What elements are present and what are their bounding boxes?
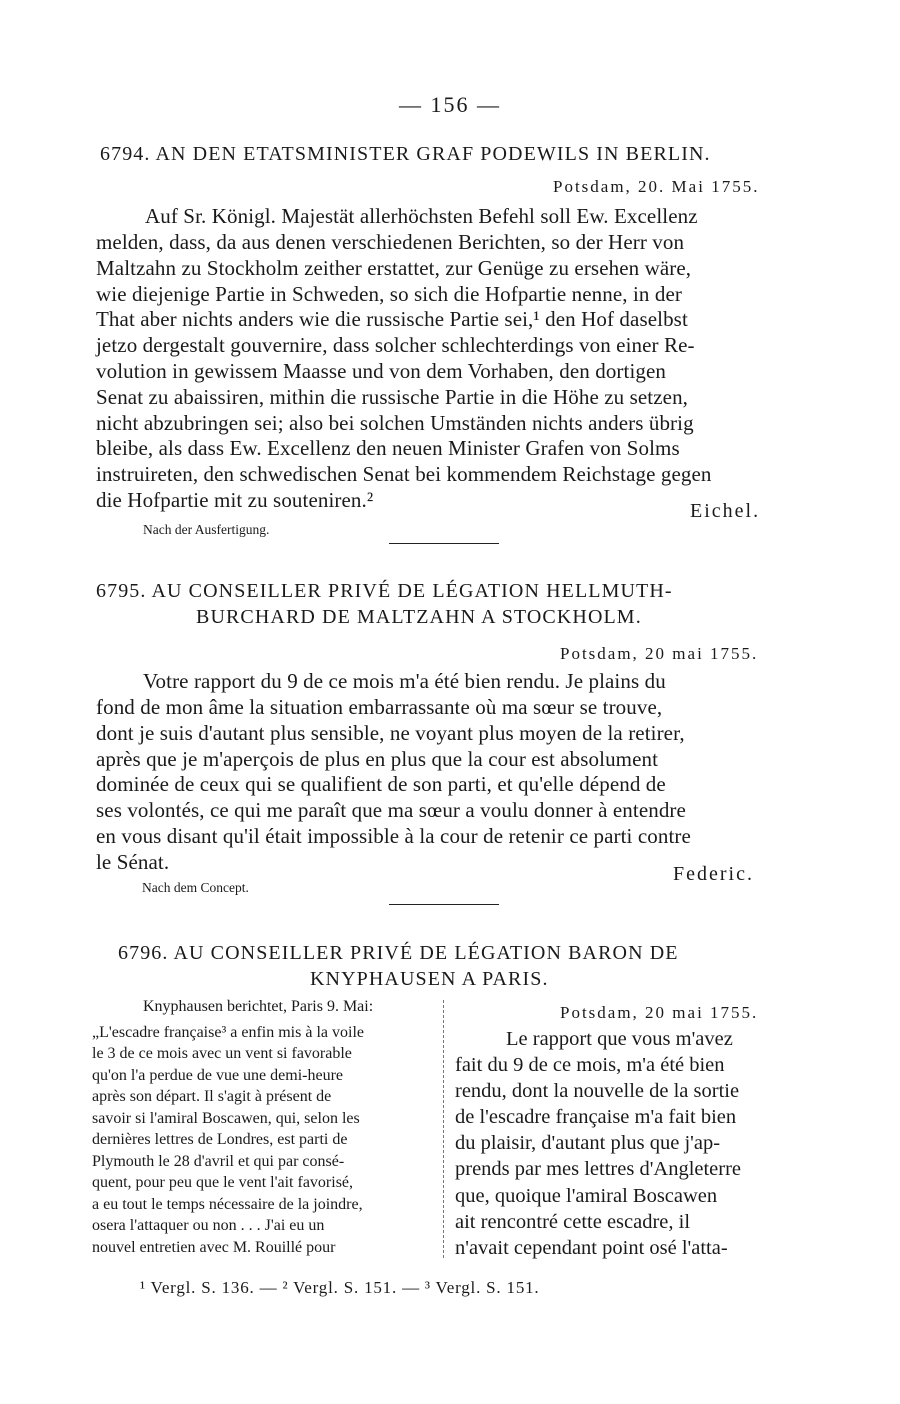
text-line: instruireten, den schwedischen Senat bei kommendem Reichstage gegen — [96, 462, 712, 486]
text-line: „L'escadre française³ a enfin mis à la voile — [92, 1024, 364, 1041]
document-heading-6796-line2: KNYPHAUSEN A PARIS. — [310, 968, 549, 990]
signature-6795: Federic. — [673, 863, 754, 885]
text-line: fond de mon âme la situation embarrassante où ma sœur se trouve, — [96, 695, 663, 719]
text-line: nicht abzubringen sei; also bei solchen Umständen nichts anders übrig — [96, 411, 694, 435]
text-line: qu'on l'a perdue de vue une demi-heure — [92, 1067, 343, 1084]
text-line: Le rapport que vous m'avez — [506, 1028, 733, 1050]
text-line: Auf Sr. Königl. Majestät allerhöchsten Befehl soll Ew. Excellenz — [145, 204, 698, 228]
text-line: Maltzahn zu Stockholm zeither erstattet, zur Genüge zu ersehen wäre, — [96, 256, 692, 280]
text-line: Knyphausen berichtet, Paris 9. Mai: — [143, 998, 374, 1015]
document-heading-6796-line1: 6796. AU CONSEILLER PRIVÉ DE LÉGATION BARON DE — [118, 942, 679, 964]
text-line: ait rencontré cette escadre, il — [455, 1211, 691, 1233]
text-line: que, quoique l'amiral Boscawen — [455, 1185, 718, 1207]
column-divider — [443, 1000, 444, 1258]
text-line: Votre rapport du 9 de ce mois m'a été bien rendu. Je plains du — [143, 669, 666, 693]
document-heading-6795-line1: 6795. AU CONSEILLER PRIVÉ DE LÉGATION HELLMUTH- — [96, 580, 673, 602]
page-number: — 156 — — [399, 92, 501, 117]
text-line: quent, pour peu que le vent l'ait favorisé, — [92, 1174, 354, 1191]
dateline-6794: Potsdam, 20. Mai 1755. — [553, 177, 760, 196]
text-line: prends par mes lettres d'Angleterre — [455, 1158, 742, 1180]
separator-rule — [389, 904, 499, 905]
text-line: die Hofpartie mit zu souteniren.² — [96, 488, 374, 512]
text-line: melden, dass, da aus denen verschiedenen Berichten, so der Herr von — [96, 230, 685, 254]
text-line: après son départ. Il s'agit à présent de — [92, 1088, 332, 1105]
text-line: rendu, dont la nouvelle de la sortie — [455, 1080, 740, 1102]
source-note-6795: Nach dem Concept. — [142, 880, 249, 895]
text-line: a eu tout le temps nécessaire de la joindre, — [92, 1196, 363, 1213]
text-line: nouvel entretien avec M. Rouillé pour — [92, 1239, 336, 1256]
text-line: bleibe, als dass Ew. Excellenz den neuen Minister Grafen von Solms — [96, 436, 680, 460]
text-line: le 3 de ce mois avec un vent si favorable — [92, 1045, 352, 1062]
text-line: osera l'attaquer ou non . . . J'ai eu un — [92, 1217, 325, 1234]
document-heading-6794: 6794. AN DEN ETATSMINISTER GRAF PODEWILS IN BERLIN. — [100, 143, 711, 165]
document-heading-6795-line2: BURCHARD DE MALTZAHN A STOCKHOLM. — [196, 606, 642, 628]
text-line: de l'escadre française m'a fait bien — [455, 1106, 737, 1128]
text-line: volution in gewissem Maasse und von dem Vorhaben, den dortigen — [96, 359, 667, 383]
text-line: Senat zu abaissiren, mithin die russische Partie in die Höhe zu setzen, — [96, 385, 689, 409]
text-line: fait du 9 de ce mois, m'a été bien — [455, 1054, 725, 1076]
text-line: That aber nichts anders wie die russische Partie sei,¹ den Hof daselbst — [96, 307, 688, 331]
text-line: Plymouth le 28 d'avril et qui par consé- — [92, 1153, 345, 1170]
source-note-6794: Nach der Ausfertigung. — [143, 522, 270, 537]
dateline-6796: Potsdam, 20 mai 1755. — [560, 1003, 759, 1022]
text-line: ses volontés, ce qui me paraît que ma sœur a voulu donner à entendre — [96, 798, 686, 822]
separator-rule — [389, 543, 499, 544]
text-line: dont je suis d'autant plus sensible, ne voyant plus moyen de la retirer, — [96, 721, 685, 745]
text-line: après que je m'aperçois de plus en plus que la cour est absolument — [96, 747, 659, 771]
footnotes: ¹ Vergl. S. 136. — ² Vergl. S. 151. — ³ Vergl. S. 151. — [140, 1278, 540, 1297]
text-line: savoir si l'amiral Boscawen, qui, selon les — [92, 1110, 360, 1127]
text-line: jetzo dergestalt gouvernire, dass solcher schlechterdings von einer Re- — [96, 333, 695, 357]
signature-6794: Eichel. — [690, 500, 761, 522]
text-line: dominée de ceux qui se qualifient de son parti, et qu'elle dépend de — [96, 772, 666, 796]
text-line: wie diejenige Partie in Schweden, so sich die Hofpartie nenne, in der — [96, 282, 682, 306]
text-line: dernières lettres de Londres, est parti de — [92, 1131, 348, 1148]
dateline-6795: Potsdam, 20 mai 1755. — [560, 644, 759, 663]
text-line: n'avait cependant point osé l'atta- — [455, 1237, 728, 1259]
text-line: en vous disant qu'il était impossible à la cour de retenir ce parti contre — [96, 824, 691, 848]
text-line: le Sénat. — [96, 850, 170, 874]
text-line: du plaisir, d'autant plus que j'ap- — [455, 1132, 721, 1154]
